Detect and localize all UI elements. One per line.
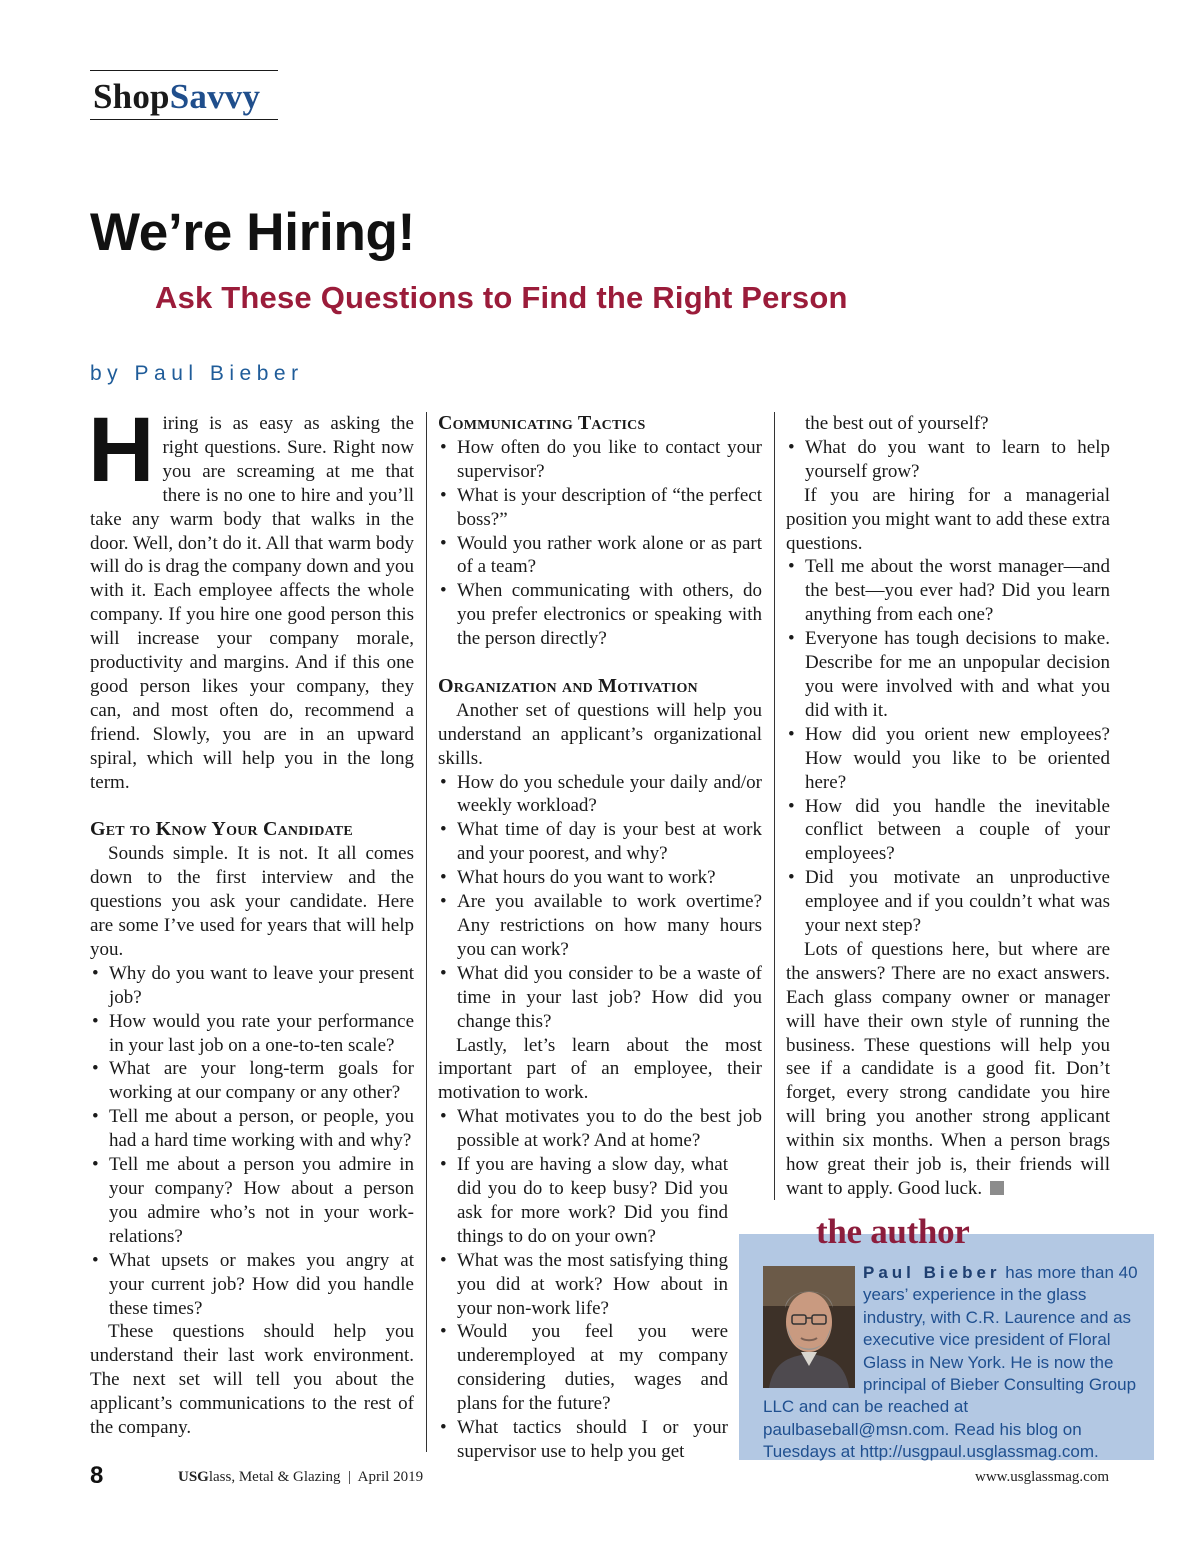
byline: by Paul Bieber [90,362,304,385]
question-item: • Would you feel you were underemployed at my company considering duties, wages and plans for the future? [438,1320,728,1416]
end-mark-icon [990,1181,1004,1195]
question-item: • What did you consider to be a waste of time in your last job? How did you change this? [438,962,762,1034]
closing-paragraph [786,938,1110,1201]
question-item: • Tell me about a person you admire in your company? How about a person you admire who’s not in your work-relations? [90,1153,414,1249]
question-item: • If you are having a slow day, what did you do to keep busy? Did you ask for more work? Did you find things to do on your own? [438,1153,728,1249]
question-list [90,962,414,1321]
paragraph: Another set of questions will help you understand an applicant’s organizational skills. [438,699,762,769]
question-item: • What time of day is your best at work and your poorest, and why? [438,818,762,866]
author-bio [763,1262,1147,1464]
paragraph: If you are hiring for a managerial position you might want to add these extra questions. [786,484,1110,554]
question-item: • Did you motivate an unproductive employee and if you couldn’t what was your next step? [786,866,1110,938]
question-item: • What are your long-term goals for working at our company or any other? [90,1057,414,1105]
question-item: • Would you rather work alone or as part of a team? [438,532,762,580]
question-item: • Why do you want to leave your present job? [90,962,414,1010]
website-url: www.usglassmag.com [975,1469,1110,1485]
section-tag-part2: Savvy [169,77,261,116]
question-item: • How do you schedule your daily and/or weekly workload? [438,771,762,819]
question-item: • What tactics should I or your supervisor use to help you get [438,1416,728,1464]
question-item: • What was the most satisfying thing you did at work? How about in your non-work life? [438,1249,728,1321]
subhead: Ask These Questions to Find the Right Person [155,280,848,315]
question-list [438,1105,762,1464]
question-item: • Tell me about a person, or people, you had a hard time working with and why? [90,1105,414,1153]
section-tag [90,70,278,120]
question-list [786,436,1110,484]
intro-text: iring is as easy as asking the right questions. Sure. Right now you are screaming at me that there is no one to hire and you’ll take any warm body that walks in the door. Well, don’t do it. All that warm body will do is drag the company down and you with it. Each employee affects the whole company. If you hire one good person this will increase your company morale, productivity and margins. And if this one good person likes your company, they can, and most often do, recommend a friend. Slowly, you are in an upward spiral, which will help you in the long term. [90,413,415,793]
author-label: the author [816,1212,970,1251]
paragraph: Lastly, let’s learn about the most important part of an employee, their motivation to work. [438,1034,762,1104]
question-item: • When communicating with others, do you prefer electronics or speaking with the person directly? [438,579,762,651]
section-heading: Get to Know Your Candidate [90,818,353,841]
magazine-name: lass, Metal & Glazing [208,1469,341,1485]
question-list [786,555,1110,938]
question-item: • How did you handle the inevitable conflict between a couple of your employees? [786,795,1110,867]
magazine-footer: USGlass, Metal & Glazing | April 2019 [178,1469,424,1485]
magazine-brand: USG [178,1469,209,1485]
question-item: • How often do you like to contact your supervisor? [438,436,762,484]
column-divider [426,412,427,1452]
issue-date: April 2019 [357,1469,424,1485]
question-item: • Tell me about the worst manager—and the best—you ever had? Did you learn anything from each one? [786,555,1110,627]
question-item: • What is your description of “the perfect boss?” [438,484,762,532]
section-heading: Organization and Motivation [438,674,698,697]
question-item: • What do you want to learn to help yourself grow? [786,436,1110,484]
question-item: • What upsets or makes you angry at your current job? How did you handle these times? [90,1249,414,1321]
drop-cap: H [88,399,155,501]
question-list [438,771,762,1034]
question-item: • What hours do you want to work? [438,866,762,890]
page-number: 8 [90,1462,104,1489]
column-divider [774,412,775,1200]
paragraph: Sounds simple. It is not. It all comes down to the first interview and the questions you ask your candidate. Here are some I’ve used for years that will help you. [90,843,414,960]
closing-text: Lots of questions here, but where are the answers? There are no exact answers. Each glass company owner or manager will have their own style of running the business. These questions will help you see if a candidate is a good fit. Don’t forget, every strong candidate you hire will bring you another strong applicant within six months. When a person brags how great their job is, their friends will want to apply. Good luck. [786,938,1110,1199]
question-list [438,436,762,651]
section-heading: Communicating Tactics [438,412,646,434]
question-item: • How would you rate your performance in your last job on a one-to-ten scale? [90,1010,414,1058]
intro-paragraph [88,399,415,795]
author-name: Paul Bieber [863,1263,1001,1282]
question-item: • Are you available to work overtime? Any restrictions on how many hours you can work? [438,890,762,962]
question-item: • How did you orient new employees? How would you like to be oriented here? [786,723,1110,795]
article-column-3 [786,412,1110,1201]
author-bio-text: has more than 40 years’ experience in the glass industry, with C.R. Laurence and as executive vice president of Floral Glass in New York. He is now the principal of Bieber Consulting Group LLC and can be reached at paulbaseball@msn.com. Read his blog on Tuesdays at http://usgpaul.usglassmag.com. [763,1263,1138,1462]
continued-text: the best out of yourself? [805,413,989,434]
question-item: • Everyone has tough decisions to make. Describe for me an unpopular decision you were involved with and what you did with it. [786,627,1110,723]
question-item: • What motivates you to do the best job possible at work? And at home? [438,1105,762,1153]
headline: We’re Hiring! [90,203,415,262]
article-column-1 [88,399,415,1440]
article-column-2 [438,412,762,1464]
section-tag-part1: Shop [93,77,170,116]
paragraph: These questions should help you understand their last work environment. The next set will tell you about the applicant’s communications to the rest of the company. [90,1321,414,1439]
